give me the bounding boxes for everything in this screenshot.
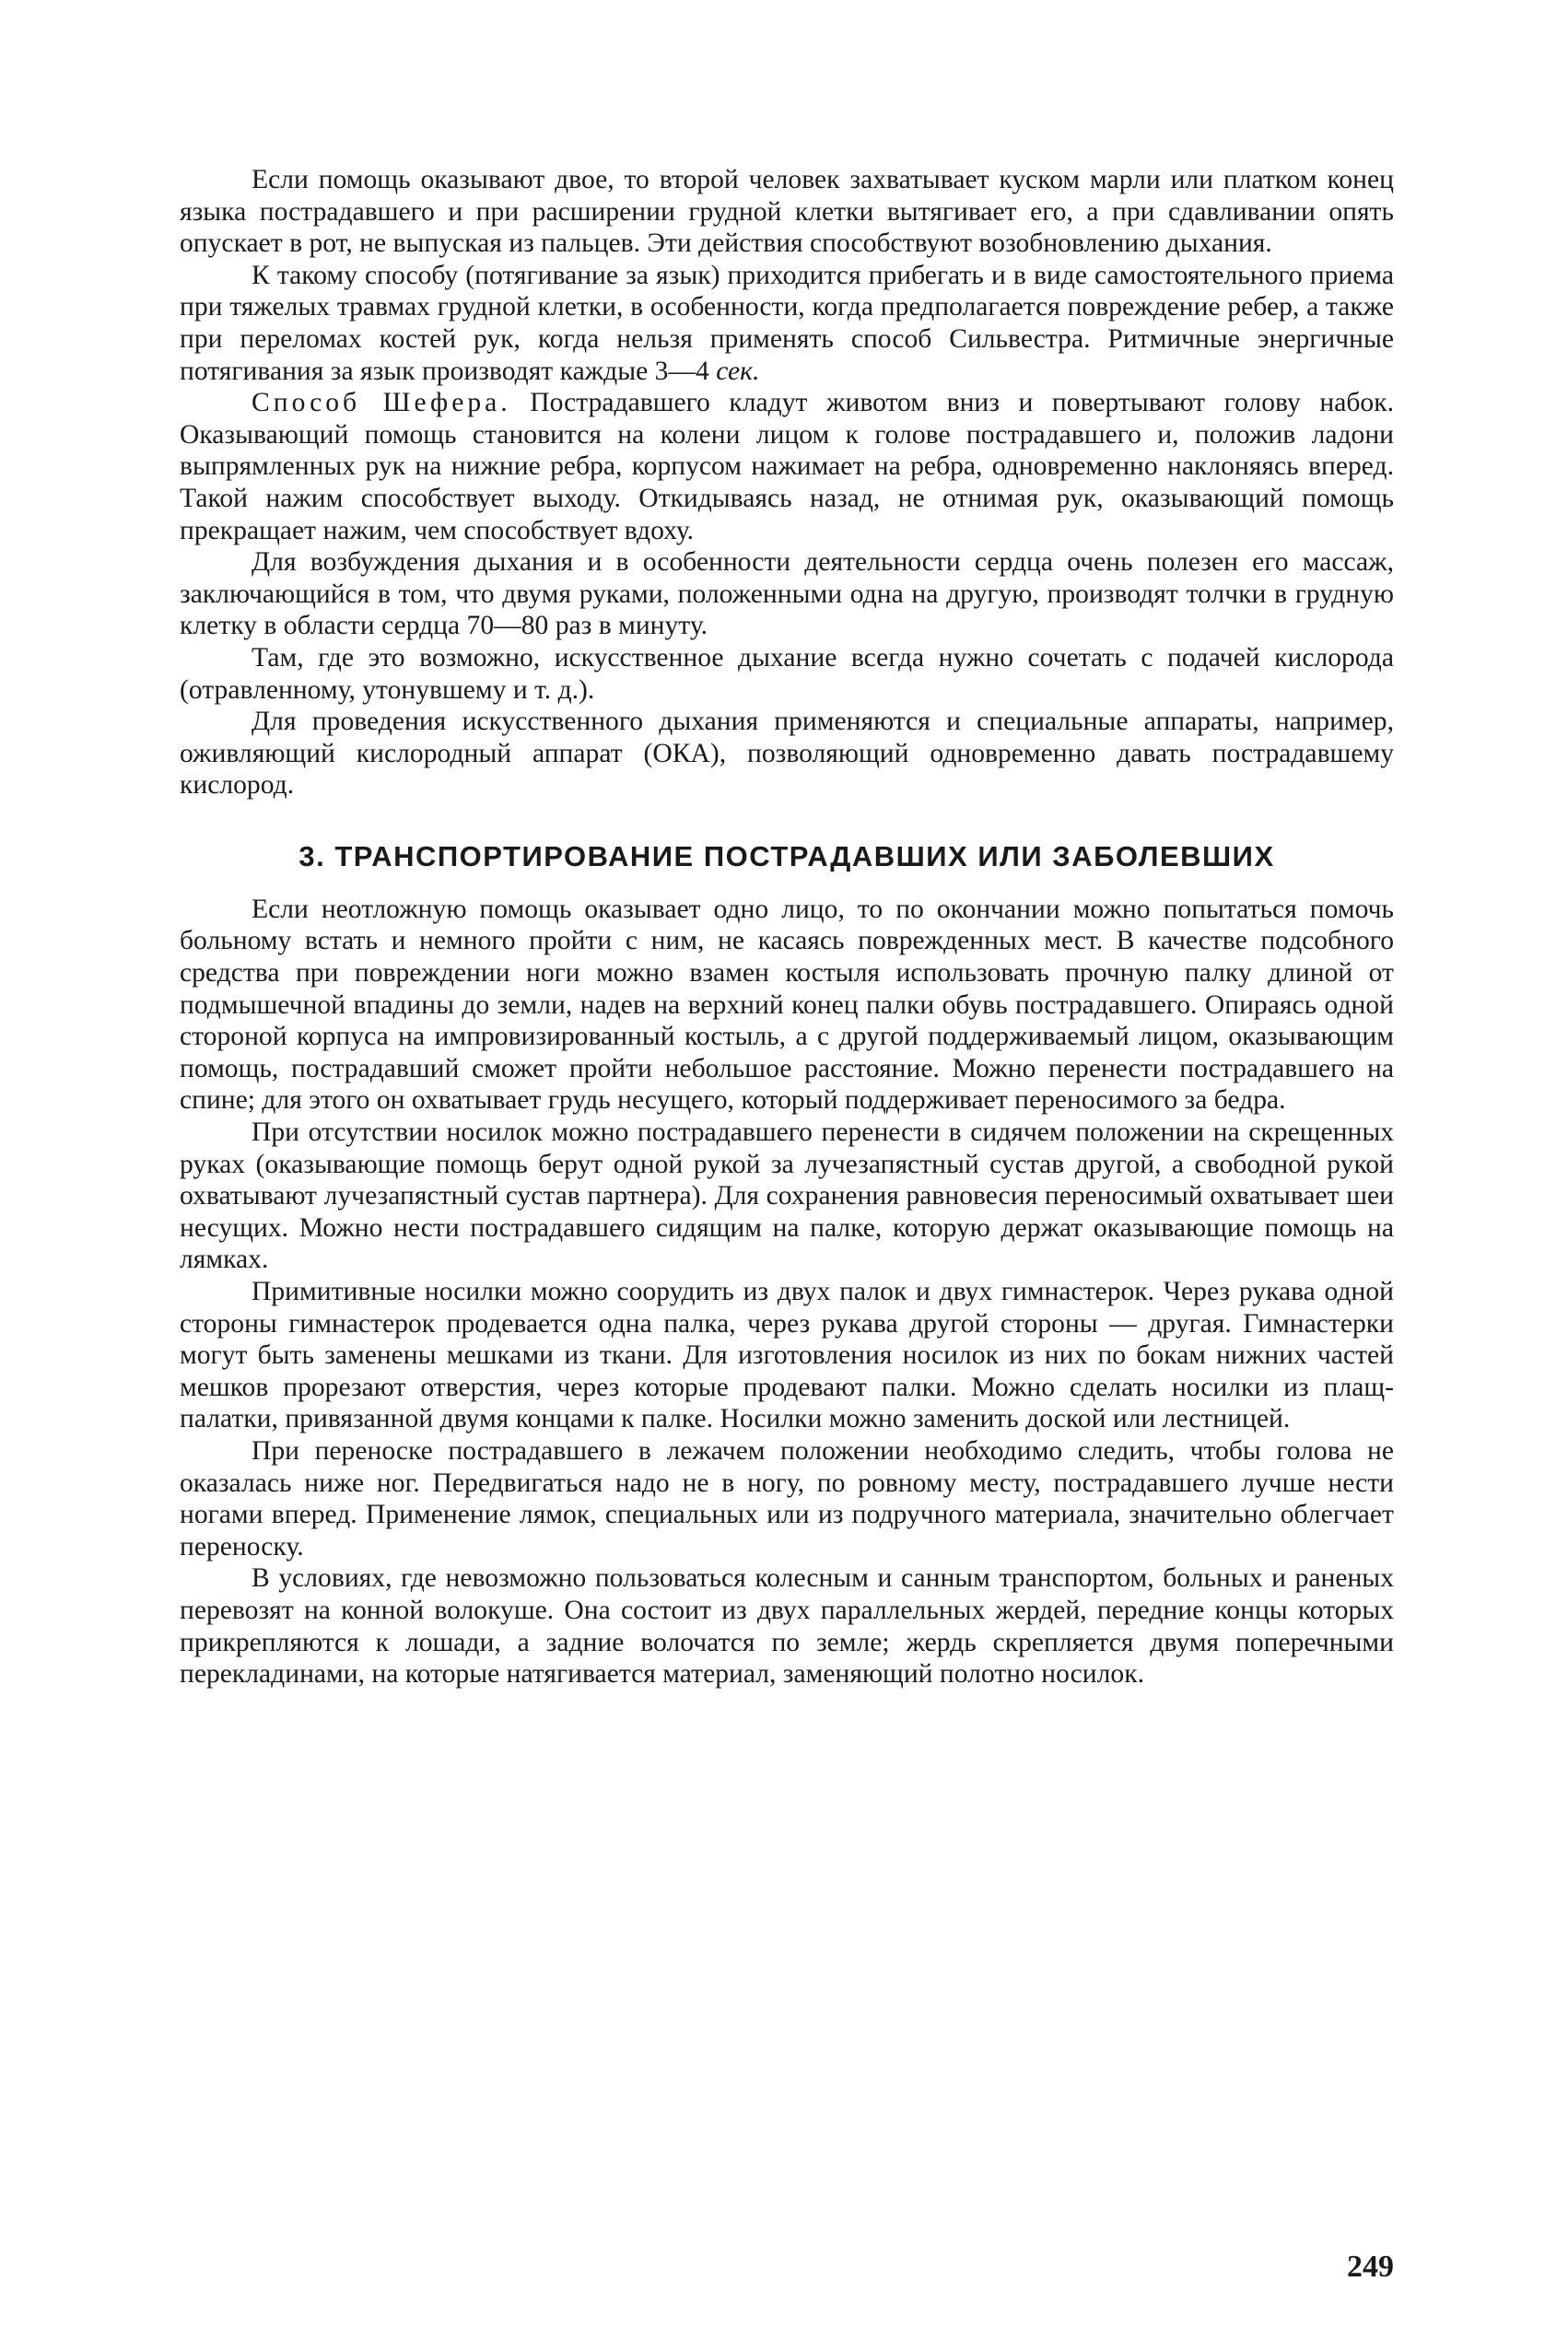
paragraph-oxygen: Там, где это возможно, искусственное дыхание всегда нужно сочетать с подачей кислорода (отравленному, утонувшему и т. д.). (180, 642, 1394, 705)
paragraph-two-helpers: Если помощь оказывают двое, то второй человек захватывает куском марли или платком конец языка пострадавшего и при расширении грудной клетки вытягивает его, а при сдавливании опять опускает в рот, не выпуская из пальцев. Эти действия способствуют возобновлению дыхания. (180, 165, 1394, 259)
unit-seconds: сек. (716, 356, 760, 386)
page-number: 249 (1347, 2250, 1394, 2284)
paragraph-apparatus: Для проведения искусственного дыхания применяются и специальные аппараты, например, оживляющий кислородный аппарат (ОКА), позволяющий одновременно давать пострадавшему кислород. (180, 707, 1394, 801)
paragraph-horse-drag: В условиях, где невозможно пользоваться колесным и санным транспортом, больных и раненых перевозят на конной волокуше. Она состоит из двух параллельных жердей, передние концы которых прикрепляются к лошади, а задние волочатся по земле; жердь скрепляется двумя поперечными перекладинами, на которые натягивается материал, заменяющий полотно носилок. (180, 1563, 1394, 1690)
paragraph-schafer-method (180, 387, 1394, 546)
paragraph-single-helper: Если неотложную помощь оказывает одно лицо, то по окончании можно попытаться помочь больному встать и немного пройти с ним, не касаясь поврежденных мест. В качестве подсобного средства при повреждении ноги можно взамен костыля использовать прочную палку длиной от подмышечной впадины до земли, надев на верхний конец палки обувь пострадавшего. Опираясь одной стороной корпуса на импровизированный костыль, а с другой поддерживаемый лицом, оказывающим помощь, пострадавший сможет пройти небольшое расстояние. Можно перенести пострадавшего на спине; для этого он охватывает грудь несущего, который поддерживает переносимого за бедра. (180, 894, 1394, 1116)
paragraph-tongue-pulling (180, 260, 1394, 387)
paragraph-no-stretcher: При отсутствии носилок можно пострадавшего перенести в сидячем положении на скрещенных руках (оказывающие помощь берут одной рукой за лучезапястный сустав другой, а свободной рукой охватывают лучезапястный сустав партнера). Для сохранения равновесия переносимый охватывает шеи несущих. Можно нести пострадавшего сидящим на палке, которую держат оказывающие помощь на лямках. (180, 1117, 1394, 1275)
page-body (180, 164, 1394, 2284)
paragraph-tongue-pulling-text: К такому способу (потягивание за язык) приходится прибегать и в виде самостоятельного приема при тяжелых травмах грудной клетки, в особенности, когда предполагается повреждение ребер, а также при переломах костей рук, когда нельзя применять способ Сильвестра. Ритмичные энергичные потягивания за язык производят каждые 3—4 (180, 260, 1394, 386)
paragraph-improvised-stretcher: Примитивные носилки можно соорудить из двух палок и двух гимнастерок. Через рукава одной стороны гимнастерок продевается одна палка, через рукава другой стороны — другая. Гимнастерки могут быть заменены мешками из ткани. Для изготовления носилок из них по бокам нижних частей мешков прорезают отверстия, через которые продевают палки. Можно сделать носилки из плащ-палатки, привязанной двумя концами к палке. Носилки можно заменить доской или лестницей. (180, 1277, 1394, 1434)
schafer-method-title: Способ Шефера. (252, 388, 511, 418)
paragraph-lying-carry: При переноске пострадавшего в лежачем положении необходимо следить, чтобы голова не оказалась ниже ног. Передвигаться надо не в ногу, по ровному месту, пострадавшего лучше нести ногами вперед. Применение лямок, специальных или из подручного материала, значительно облегчает переноску. (180, 1435, 1394, 1562)
schafer-method-text: Пострадавшего кладут животом вниз и повертывают голову набок. Оказывающий помощь становится на колени лицом к голове пострадавшего и, положив ладони выпрямленных рук на нижние ребра, корпусом нажимает на ребра, одновременно наклоняясь вперед. Такой нажим способствует выходу. Откидываясь назад, не отнимая рук, оказывающий помощь прекращает нажим, чем способствует вдоху. (180, 388, 1394, 545)
paragraph-heart-massage: Для возбуждения дыхания и в особенности деятельности сердца очень полезен его массаж, заключающийся в том, что двумя руками, положенными одна на другую, производят толчки в грудную клетку в области сердца 70—80 раз в минуту. (180, 547, 1394, 641)
section-heading: 3. ТРАНСПОРТИРОВАНИЕ ПОСТРАДАВШИХ ИЛИ ЗАБОЛЕВШИХ (298, 839, 1275, 872)
